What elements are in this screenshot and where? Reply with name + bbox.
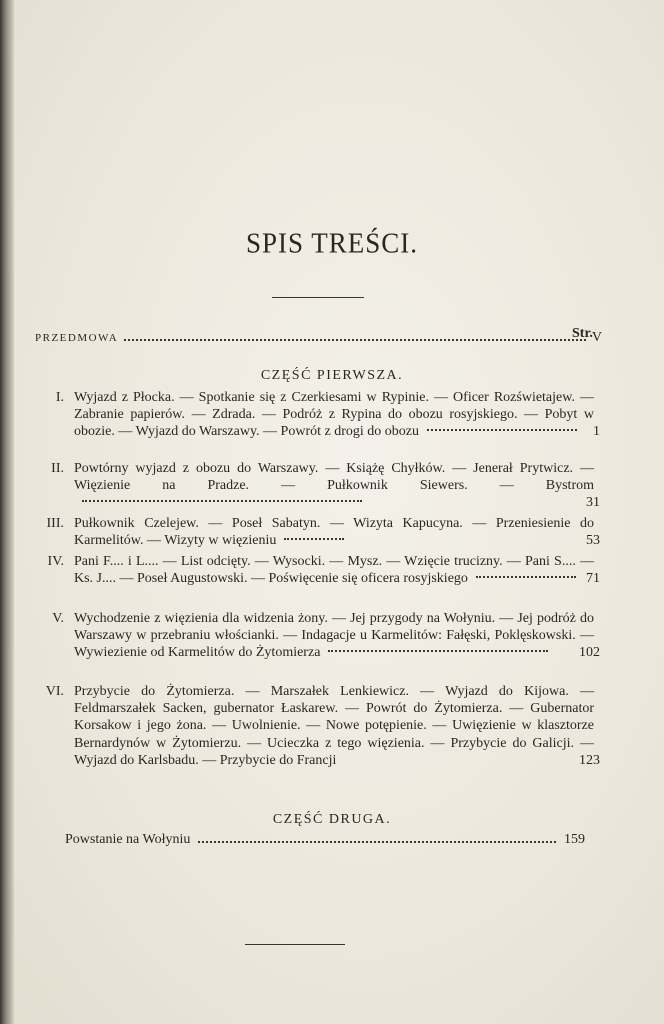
chapter-entry (32, 460, 600, 512)
chapter-entry (32, 515, 600, 549)
divider-top (272, 297, 364, 298)
chapter-page: 123 (579, 752, 600, 768)
dot-leader (198, 841, 556, 843)
chapter-number: III. (46, 516, 64, 531)
chapter-entry (32, 389, 600, 441)
chapter-number: I. (55, 390, 64, 405)
dot-leader (124, 339, 586, 341)
part-one-heading: CZĘŚĆ PIERWSZA. (260, 368, 404, 383)
part-two-entry (65, 832, 585, 848)
preface-label: PRZEDMOWA (35, 332, 119, 344)
divider-bottom (245, 944, 345, 945)
dot-leader (476, 576, 576, 578)
chapter-page: 31 (586, 495, 600, 511)
chapter-number: IV. (47, 554, 64, 569)
chapter-page: 53 (586, 533, 600, 549)
chapter-entry (32, 610, 600, 662)
chapter-text: Pani F.... i L.... — List odcięty. — Wysocki. — Mysz. — Wzięcie trucizny. — Pani S.... — Ks. J.... — Poseł Augustowski. — Poświęcenie się oficera rosyjskiego (74, 554, 594, 587)
chapter-text: Przybycie do Żytomierza. — Marszałek Lenkiewicz. — Wyjazd do Kijowa. — Feldmarszałek Sacken, gubernator Łaskarew. — Powrót do Żytomierza. — Gubernator Korsakow i jego żona. — Uwolnienie. — Nowe potępienie. — Uwięzienie w klasztorze Bernardynów w Żytomierzu. — Ucieczka z tego więzienia. — Przybycie do Galicji. — Wyjazd do Karlsbadu. — Przybycie do Francji (74, 684, 594, 768)
preface-page: V (591, 330, 602, 345)
page-column-label: Str. (572, 326, 593, 341)
chapter-number: V. (52, 611, 64, 626)
chapter-text: Wychodzenie z więzienia dla widzenia żony. — Jej przygody na Wołyniu. — Jej podróż do Warszawy w przebraniu włościanki. — Indagacje u Karmelitów: Fałęski, Poklęskowski. — Wywiezienie od Karmelitów do Żytomierza (74, 611, 594, 661)
chapter-page: 102 (579, 645, 600, 661)
chapter-text: Pułkownik Czelejew. — Poseł Sabatyn. — Wizyta Kapucyna. — Przeniesienie do Karmelitów. — Wizyty w więzieniu (74, 516, 594, 549)
chapter-text: Powtórny wyjazd z obozu do Warszawy. — Książę Chyłków. — Jenerał Prytwicz. — Więzienie na Pradze. — Pułkownik Siewers. — Bystrom (74, 461, 594, 494)
chapter-entry (32, 553, 600, 587)
preface-entry (35, 330, 602, 346)
page-title: SPIS TREŚCI. (245, 227, 419, 259)
chapter-text: Wyjazd z Płocka. — Spotkanie się z Czerkiesami w Rypinie. — Oficer Rozświetajew. — Zabranie papierów. — Zdrada. — Podróż z Rypina do obozu rosyjskiego. — Pobyt w obozie. — Wyjazd do Warszawy. — Powrót z drogi do obozu (74, 390, 594, 440)
book-spine-shadow (0, 0, 14, 1024)
chapter-number: VI. (45, 684, 64, 699)
dot-leader (284, 538, 344, 540)
dot-leader (82, 500, 362, 502)
chapter-entry (32, 683, 600, 769)
entry-page: 159 (564, 832, 585, 847)
chapter-page: 71 (586, 571, 600, 587)
entry-text: Powstanie na Wołyniu (65, 832, 191, 847)
part-two-heading: CZĘŚĆ DRUGA. (272, 812, 392, 827)
chapter-number: II. (51, 461, 64, 476)
chapter-page: 1 (593, 424, 600, 440)
dot-leader (427, 429, 577, 431)
dot-leader (328, 650, 548, 652)
